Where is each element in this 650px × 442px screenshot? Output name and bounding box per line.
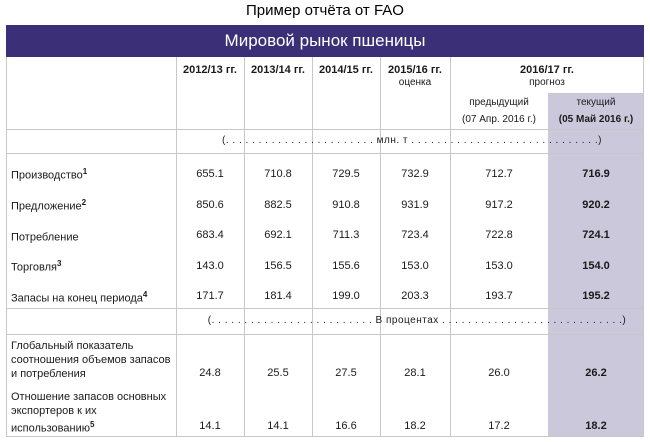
cell-value: 199.0	[332, 290, 360, 302]
cell-value: 683.4	[196, 229, 224, 241]
column-header-2015: 2015/16 гг.	[388, 64, 442, 76]
cell-value: 17.2	[488, 420, 510, 432]
cell-value: 24.8	[199, 367, 221, 379]
grid-line	[6, 436, 644, 437]
cell-value: 729.5	[332, 168, 360, 180]
cell-value: 850.6	[196, 199, 224, 211]
cell-value: 28.1	[404, 367, 426, 379]
cell-value: 692.1	[264, 229, 292, 241]
cell-value: 931.9	[401, 199, 429, 211]
column-subheader-forecast: прогноз	[529, 77, 565, 88]
cell-value: 26.0	[488, 367, 510, 379]
cell-value: 14.1	[199, 420, 221, 432]
cell-value: 917.2	[485, 199, 513, 211]
grid-line	[6, 57, 7, 437]
column-header-current-date: (05 Май 2016 г.)	[558, 114, 634, 125]
cell-value: 723.4	[401, 229, 429, 241]
cell-value-current: 154.0	[582, 260, 610, 272]
row-label: Производство$^1$	[11, 167, 88, 182]
column-header-previous-date: (07 Апр. 2016 г.)	[462, 114, 536, 125]
cell-value: 203.3	[401, 290, 429, 302]
cell-value-current: 18.2	[585, 420, 607, 432]
cell-value-current: 195.2	[582, 290, 610, 302]
grid-line	[6, 308, 644, 309]
column-header-previous: предыдущий	[469, 97, 529, 108]
cell-value-current: 920.2	[582, 199, 610, 211]
cell-value: 171.7	[196, 290, 224, 302]
wheat-market-table	[6, 57, 644, 437]
grid-line	[6, 129, 644, 130]
row-label: Потребление	[11, 231, 79, 244]
cell-value: 711.3	[332, 229, 360, 241]
cell-value: 882.5	[264, 199, 292, 211]
row-label: Отношение запасов основных экспортеров к их использованию$^5$	[11, 391, 167, 435]
grid-line	[244, 57, 245, 437]
cell-value-current: 716.9	[582, 168, 610, 180]
unit-row-percent: (. . . . . . . . . . . . . . . . . . . . . . . . . В процентах . . . . . . . . . . . . . . . . . . . . . . . . . . . .)	[207, 315, 627, 326]
column-header-2012: 2012/13 гг.	[183, 64, 237, 76]
cell-value: 156.5	[264, 260, 292, 272]
grid-line	[176, 57, 177, 437]
cell-value: 27.5	[335, 367, 357, 379]
column-header-2013: 2013/14 гг.	[251, 64, 305, 76]
row-label: Торговля$^3$	[11, 259, 62, 274]
column-subheader-estimate: оценка	[398, 77, 432, 88]
cell-value: 655.1	[196, 168, 224, 180]
unit-row-million-tonnes: (. . . . . . . . . . . . . . . . . . . . . . . млн. т . . . . . . . . . . . . . . . . . . . . . . . . . . . . .)	[222, 135, 602, 146]
report-caption: Пример отчёта от FAO	[246, 2, 404, 19]
cell-value: 16.6	[335, 420, 357, 432]
grid-line	[312, 57, 313, 437]
row-label: Запасы на конец периода$^4$	[11, 290, 148, 305]
cell-value: 181.4	[264, 290, 292, 302]
cell-value: 14.1	[267, 420, 289, 432]
cell-value: 193.7	[485, 290, 513, 302]
cell-value: 153.0	[485, 260, 513, 272]
cell-value: 25.5	[267, 367, 289, 379]
column-header-current: текущий	[576, 97, 616, 108]
cell-value: 155.6	[332, 260, 360, 272]
row-label: Предложение$^2$	[11, 198, 87, 213]
row-label: Глобальный показатель соотношения объемов запасов и потребления	[11, 340, 171, 380]
column-header-2016: 2016/17 гг.	[520, 64, 574, 76]
cell-value: 712.7	[485, 168, 513, 180]
grid-line	[6, 334, 644, 335]
grid-line	[6, 153, 644, 154]
cell-value-current: 26.2	[585, 367, 607, 379]
cell-value-current: 724.1	[582, 229, 610, 241]
cell-value: 710.8	[264, 168, 292, 180]
cell-value: 18.2	[404, 420, 426, 432]
table-title-banner: Мировой рынок пшеницы	[6, 25, 644, 57]
cell-value: 143.0	[196, 260, 224, 272]
cell-value: 722.8	[485, 229, 513, 241]
cell-value: 732.9	[401, 168, 429, 180]
column-header-2014: 2014/15 гг.	[319, 64, 373, 76]
grid-line	[380, 57, 381, 437]
cell-value: 153.0	[401, 260, 429, 272]
cell-value: 910.8	[332, 199, 360, 211]
